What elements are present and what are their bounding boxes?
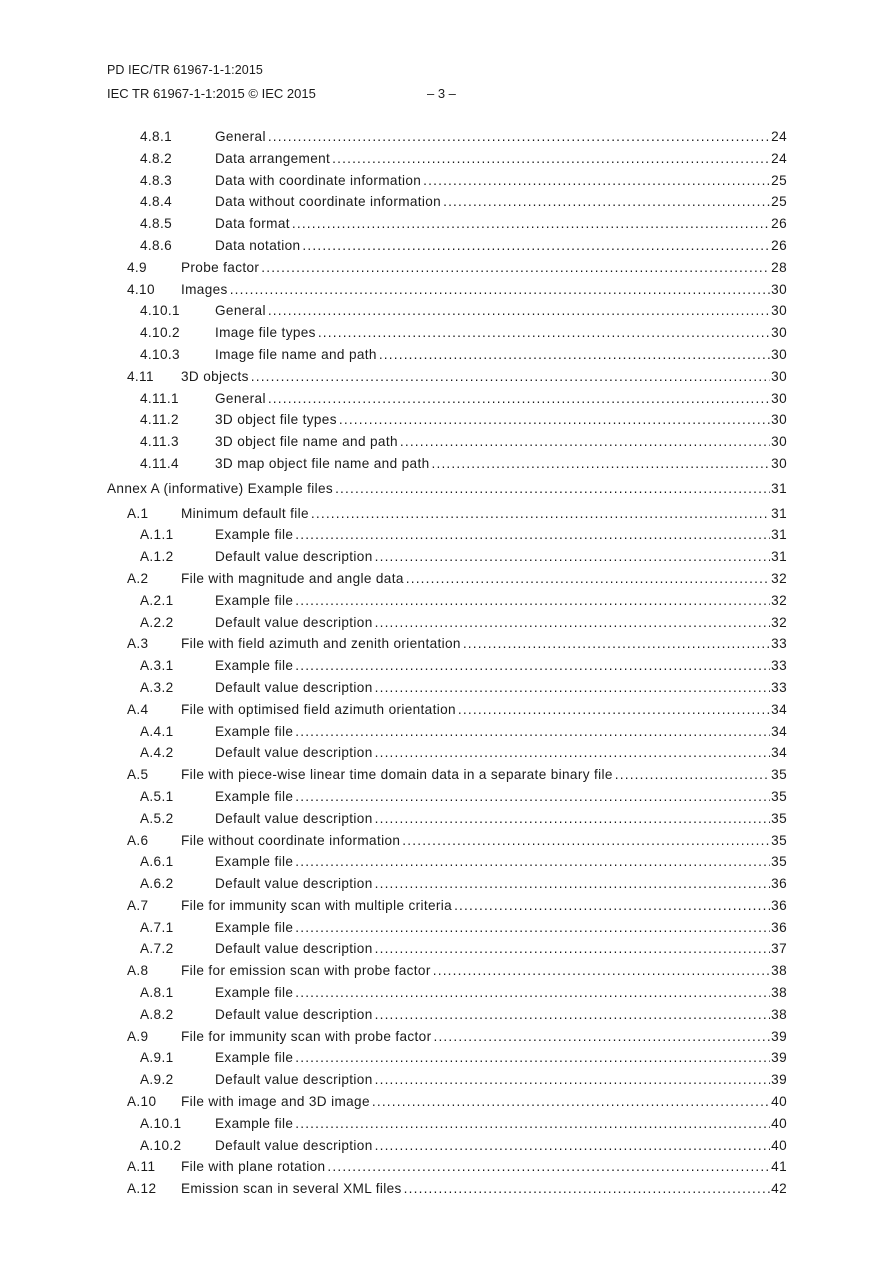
toc-entry-page: 30 — [771, 368, 787, 384]
toc-entry-title: File for immunity scan with multiple criteria — [181, 895, 454, 917]
toc-entry-page: 26 — [771, 216, 787, 232]
toc-entry-title: Data format — [215, 213, 292, 235]
toc-dot-leader — [268, 126, 770, 148]
toc-dot-leader — [292, 213, 770, 235]
toc-entry-number: A.3.2 — [140, 679, 174, 695]
toc-entry[interactable] — [107, 655, 787, 677]
toc-entry-title: Example file — [215, 721, 295, 743]
toc-entry-number: A.3 — [127, 636, 149, 652]
toc-dot-leader — [295, 982, 770, 1004]
toc-dot-leader — [375, 742, 771, 764]
toc-entry-number: A.2.2 — [140, 614, 174, 630]
toc-dot-leader — [318, 322, 770, 344]
toc-entry[interactable] — [107, 786, 787, 808]
toc-entry-title: General — [215, 126, 268, 148]
toc-entry-title: Example file — [215, 1047, 295, 1069]
toc-dot-leader — [339, 409, 770, 431]
toc-entry-page: 36 — [771, 897, 787, 913]
toc-entry[interactable] — [107, 213, 787, 235]
toc-dot-leader — [311, 503, 770, 525]
toc-dot-leader — [375, 1069, 771, 1091]
document-id-header: PD IEC/TR 61967-1-1:2015 — [107, 63, 263, 77]
toc-dot-leader — [400, 431, 770, 453]
toc-entry-number: 4.8.4 — [140, 194, 172, 210]
toc-entry-page: 26 — [771, 237, 787, 253]
toc-entry-number: 4.10 — [127, 281, 155, 297]
toc-entry-number: A.6 — [127, 832, 149, 848]
toc-entry-title: Example file — [215, 655, 295, 677]
toc-entry-title: File with plane rotation — [181, 1156, 327, 1178]
toc-entry-number: A.4.1 — [140, 723, 174, 739]
toc-entry-title: Example file — [215, 917, 295, 939]
toc-entry-title: Example file — [215, 590, 295, 612]
toc-entry[interactable] — [107, 191, 787, 213]
toc-entry[interactable] — [107, 982, 787, 1004]
toc-entry-title: File for immunity scan with probe factor — [181, 1026, 433, 1048]
page-number-marker: – 3 – — [427, 86, 456, 101]
toc-entry-number: A.9.2 — [140, 1072, 174, 1088]
toc-entry-number: A.5.1 — [140, 788, 174, 804]
toc-entry-page: 35 — [771, 832, 787, 848]
toc-entry-number: A.5.2 — [140, 810, 174, 826]
toc-dot-leader — [302, 235, 770, 257]
toc-entry-page: 24 — [771, 129, 787, 144]
toc-entry-number: A.3.1 — [140, 658, 174, 674]
toc-entry-number: A.6.1 — [140, 854, 174, 870]
toc-entry-page: 34 — [771, 701, 787, 717]
toc-entry-page: 30 — [771, 346, 787, 362]
toc-dot-leader — [375, 938, 771, 960]
toc-dot-leader — [443, 191, 770, 213]
toc-entry-number: 4.10.2 — [140, 325, 180, 341]
toc-entry-number: A.5 — [127, 767, 149, 783]
toc-dot-leader — [375, 1135, 771, 1157]
toc-entry-number: 4.8.6 — [140, 237, 172, 253]
toc-entry-page: 38 — [771, 1006, 787, 1022]
toc-entry-number: 4.11 — [127, 368, 154, 384]
toc-entry-page: 33 — [771, 658, 787, 674]
toc-entry-number: A.1.1 — [140, 527, 174, 543]
toc-entry[interactable] — [107, 633, 787, 655]
toc-entry-title: File with image and 3D image — [181, 1091, 372, 1113]
toc-dot-leader — [375, 1004, 771, 1026]
toc-entry[interactable] — [107, 721, 787, 743]
toc-dot-leader — [332, 148, 770, 170]
toc-entry-number: A.8.1 — [140, 985, 174, 1001]
toc-dot-leader — [375, 677, 771, 699]
toc-entry-page: 30 — [771, 412, 787, 428]
toc-dot-leader — [375, 873, 771, 895]
toc-entry-page: 39 — [771, 1072, 787, 1088]
toc-entry-title: Default value description — [215, 742, 375, 764]
toc-entry-title: Probe factor — [181, 257, 261, 279]
toc-dot-leader — [295, 917, 770, 939]
toc-entry[interactable] — [107, 431, 787, 453]
toc-dot-leader — [375, 612, 771, 634]
toc-entry[interactable] — [107, 235, 787, 257]
toc-entry-page: 31 — [771, 549, 787, 565]
toc-entry-page: 40 — [771, 1115, 787, 1131]
toc-entry-title: File without coordinate information — [181, 830, 402, 852]
toc-entry-page: 31 — [771, 480, 787, 496]
toc-entry[interactable] — [107, 1069, 787, 1091]
toc-dot-leader — [433, 1026, 770, 1048]
toc-entry-page: 38 — [771, 985, 787, 1001]
toc-entry[interactable] — [107, 677, 787, 699]
toc-entry-title: File with optimised field azimuth orientation — [181, 699, 458, 721]
toc-entry[interactable] — [107, 279, 787, 301]
toc-entry-page: 36 — [771, 919, 787, 935]
toc-entry[interactable] — [107, 1178, 787, 1200]
toc-entry[interactable] — [107, 388, 787, 410]
toc-entry-title: Default value description — [215, 677, 375, 699]
toc-entry[interactable] — [107, 546, 787, 568]
toc-entry[interactable] — [107, 808, 787, 830]
toc-entry[interactable] — [107, 1026, 787, 1048]
toc-dot-leader — [375, 546, 771, 568]
toc-entry[interactable] — [107, 503, 787, 525]
toc-entry-title: Default value description — [215, 546, 375, 568]
toc-entry-number: 4.10.1 — [140, 303, 180, 319]
toc-entry-page: 30 — [771, 303, 787, 319]
toc-dot-leader — [295, 851, 770, 873]
toc-entry[interactable] — [107, 938, 787, 960]
toc-entry-title: Data with coordinate information — [215, 170, 423, 192]
toc-entry-title: Example file — [215, 524, 295, 546]
toc-entry[interactable] — [107, 1135, 787, 1157]
toc-entry-number: A.1.2 — [140, 549, 174, 565]
toc-entry[interactable] — [107, 170, 787, 192]
toc-entry-title: Default value description — [215, 808, 375, 830]
toc-entry-title: General — [215, 300, 268, 322]
toc-entry[interactable] — [107, 590, 787, 612]
toc-entry-title: Data arrangement — [215, 148, 332, 170]
toc-entry-page: 31 — [771, 527, 787, 543]
toc-entry-number: A.7.2 — [140, 941, 174, 957]
toc-entry-number: A.10.1 — [140, 1115, 182, 1131]
toc-entry-number: A.1 — [127, 505, 149, 521]
toc-entry-number: A.10 — [127, 1094, 157, 1110]
toc-dot-leader — [295, 786, 770, 808]
toc-entry-number: A.9.1 — [140, 1050, 174, 1066]
toc-entry-page: 30 — [771, 390, 787, 406]
toc-entry-page: 34 — [771, 745, 787, 761]
toc-entry-title: Emission scan in several XML files — [181, 1178, 404, 1200]
toc-dot-leader — [372, 1091, 770, 1113]
toc-entry-number: A.4 — [127, 701, 149, 717]
toc-entry[interactable] — [107, 1091, 787, 1113]
toc-entry[interactable] — [107, 699, 787, 721]
toc-entry-title: Example file — [215, 786, 295, 808]
toc-entry-page: 25 — [771, 172, 787, 188]
toc-entry-page: 38 — [771, 963, 787, 979]
toc-entry-page: 30 — [771, 434, 787, 450]
toc-entry-number: A.2.1 — [140, 592, 174, 608]
toc-entry-page: 42 — [771, 1181, 787, 1197]
toc-entry-title: File with field azimuth and zenith orientation — [181, 633, 463, 655]
toc-dot-leader — [295, 1113, 770, 1135]
toc-entry-number: A.7.1 — [140, 919, 174, 935]
toc-entry-number: A.10.2 — [140, 1137, 182, 1153]
toc-entry[interactable] — [107, 409, 787, 431]
toc-entry-page: 31 — [771, 505, 787, 521]
toc-entry-title: 3D objects — [181, 366, 251, 388]
toc-entry-page: 32 — [771, 570, 787, 586]
toc-dot-leader — [327, 1156, 770, 1178]
toc-entry-page: 24 — [771, 150, 787, 166]
toc-dot-leader — [295, 590, 770, 612]
toc-entry-number: 4.8.2 — [140, 150, 172, 166]
toc-dot-leader — [268, 300, 770, 322]
toc-entry-number: 4.8.5 — [140, 216, 172, 232]
toc-entry-page: 37 — [771, 941, 787, 957]
toc-entry-title: File for emission scan with probe factor — [181, 960, 433, 982]
toc-dot-leader — [402, 830, 770, 852]
toc-entry[interactable] — [107, 322, 787, 344]
toc-entry-page: 41 — [771, 1159, 787, 1175]
toc-entry[interactable] — [107, 257, 787, 279]
toc-entry[interactable] — [107, 960, 787, 982]
toc-entry-page: 25 — [771, 194, 787, 210]
toc-entry-title: Data notation — [215, 235, 302, 257]
toc-entry-page: 40 — [771, 1094, 787, 1110]
toc-dot-leader — [423, 170, 770, 192]
toc-dot-leader — [615, 764, 770, 786]
toc-entry-number: A.4.2 — [140, 745, 174, 761]
toc-dot-leader — [268, 388, 770, 410]
copyright-line: IEC TR 61967-1-1:2015 © IEC 2015 — [107, 86, 316, 101]
toc-entry-page: 32 — [771, 592, 787, 608]
toc-dot-leader — [379, 344, 770, 366]
toc-entry-title: Annex A (informative) Example files — [107, 478, 335, 500]
toc-entry[interactable] — [107, 453, 787, 475]
toc-entry-page: 35 — [771, 767, 787, 783]
toc-dot-leader — [406, 568, 770, 590]
toc-entry[interactable] — [107, 344, 787, 366]
toc-entry-number: 4.9 — [127, 259, 147, 275]
toc-entry-title: Data without coordinate information — [215, 191, 443, 213]
toc-entry-title: 3D object file types — [215, 409, 339, 431]
toc-entry-page: 28 — [771, 259, 787, 275]
toc-entry[interactable] — [107, 612, 787, 634]
toc-entry-title: Example file — [215, 851, 295, 873]
toc-entry[interactable] — [107, 568, 787, 590]
toc-entry-title: Default value description — [215, 612, 375, 634]
toc-entry-page: 33 — [771, 679, 787, 695]
toc-entry-title: Example file — [215, 1113, 295, 1135]
toc-entry-page: 33 — [771, 636, 787, 652]
toc-entry-page: 34 — [771, 723, 787, 739]
toc-entry-number: 4.10.3 — [140, 346, 180, 362]
toc-entry-title: Default value description — [215, 938, 375, 960]
toc-entry[interactable] — [107, 1047, 787, 1069]
toc-entry-number: A.6.2 — [140, 876, 174, 892]
toc-entry-page: 35 — [771, 810, 787, 826]
toc-entry-title: 3D object file name and path — [215, 431, 400, 453]
toc-dot-leader — [463, 633, 770, 655]
toc-entry-title: Default value description — [215, 1135, 375, 1157]
toc-entry-number: 4.11.1 — [140, 390, 179, 406]
toc-entry-title: Default value description — [215, 873, 375, 895]
toc-entry[interactable] — [107, 764, 787, 786]
toc-entry[interactable] — [107, 524, 787, 546]
toc-entry-title: Image file name and path — [215, 344, 379, 366]
toc-entry-page: 30 — [771, 325, 787, 341]
toc-entry-title: 3D map object file name and path — [215, 453, 431, 475]
toc-dot-leader — [335, 478, 770, 500]
toc-entry-title: Example file — [215, 982, 295, 1004]
toc-entry-number: 4.8.1 — [140, 129, 172, 144]
toc-entry[interactable] — [107, 126, 787, 148]
toc-dot-leader — [230, 279, 770, 301]
toc-entry[interactable] — [107, 1113, 787, 1135]
toc-entry-number: A.2 — [127, 570, 149, 586]
toc-entry[interactable] — [107, 742, 787, 764]
toc-entry-number: 4.11.3 — [140, 434, 179, 450]
toc-entry-number: 4.11.2 — [140, 412, 179, 428]
toc-entry[interactable] — [107, 851, 787, 873]
toc-dot-leader — [295, 524, 770, 546]
toc-entry-page: 35 — [771, 854, 787, 870]
toc-dot-leader — [454, 895, 770, 917]
toc-dot-leader — [458, 699, 770, 721]
toc-entry-title: File with magnitude and angle data — [181, 568, 406, 590]
toc-entry-page: 40 — [771, 1137, 787, 1153]
toc-entry-title: File with piece-wise linear time domain data in a separate binary file — [181, 764, 615, 786]
toc-dot-leader — [404, 1178, 771, 1200]
toc-entry-title: Default value description — [215, 1004, 375, 1026]
toc-entry-number: A.11 — [127, 1159, 156, 1175]
toc-entry[interactable] — [107, 917, 787, 939]
toc-entry[interactable] — [107, 478, 787, 500]
toc-entry-title: General — [215, 388, 268, 410]
toc-dot-leader — [295, 1047, 770, 1069]
toc-entry-number: 4.8.3 — [140, 172, 172, 188]
toc-entry-page: 30 — [771, 455, 787, 471]
toc-entry-number: A.8 — [127, 963, 149, 979]
toc-entry[interactable] — [107, 830, 787, 852]
toc-entry-page: 36 — [771, 876, 787, 892]
toc-dot-leader — [295, 721, 770, 743]
toc-entry-number: A.12 — [127, 1181, 157, 1197]
toc-entry-number: 4.11.4 — [140, 455, 179, 471]
document-copyright-header — [107, 86, 507, 101]
toc-entry-number: A.7 — [127, 897, 149, 913]
table-of-contents — [107, 126, 787, 1200]
toc-entry-title: Image file types — [215, 322, 318, 344]
toc-entry[interactable] — [107, 300, 787, 322]
toc-entry-page: 39 — [771, 1028, 787, 1044]
toc-entry[interactable] — [107, 1156, 787, 1178]
toc-dot-leader — [261, 257, 770, 279]
toc-dot-leader — [295, 655, 770, 677]
toc-entry[interactable] — [107, 366, 787, 388]
toc-entry-page: 32 — [771, 614, 787, 630]
toc-entry-title: Minimum default file — [181, 503, 311, 525]
toc-dot-leader — [433, 960, 770, 982]
toc-entry[interactable] — [107, 873, 787, 895]
toc-entry-number: A.9 — [127, 1028, 149, 1044]
toc-dot-leader — [431, 453, 770, 475]
toc-entry-title: Images — [181, 279, 230, 301]
toc-entry[interactable] — [107, 1004, 787, 1026]
toc-entry-title: Default value description — [215, 1069, 375, 1091]
toc-entry-number: A.8.2 — [140, 1006, 174, 1022]
toc-entry[interactable] — [107, 148, 787, 170]
toc-dot-leader — [375, 808, 771, 830]
toc-dot-leader — [251, 366, 770, 388]
toc-entry[interactable] — [107, 895, 787, 917]
toc-entry-page: 30 — [771, 281, 787, 297]
toc-entry-page: 39 — [771, 1050, 787, 1066]
toc-entry-page: 35 — [771, 788, 787, 804]
